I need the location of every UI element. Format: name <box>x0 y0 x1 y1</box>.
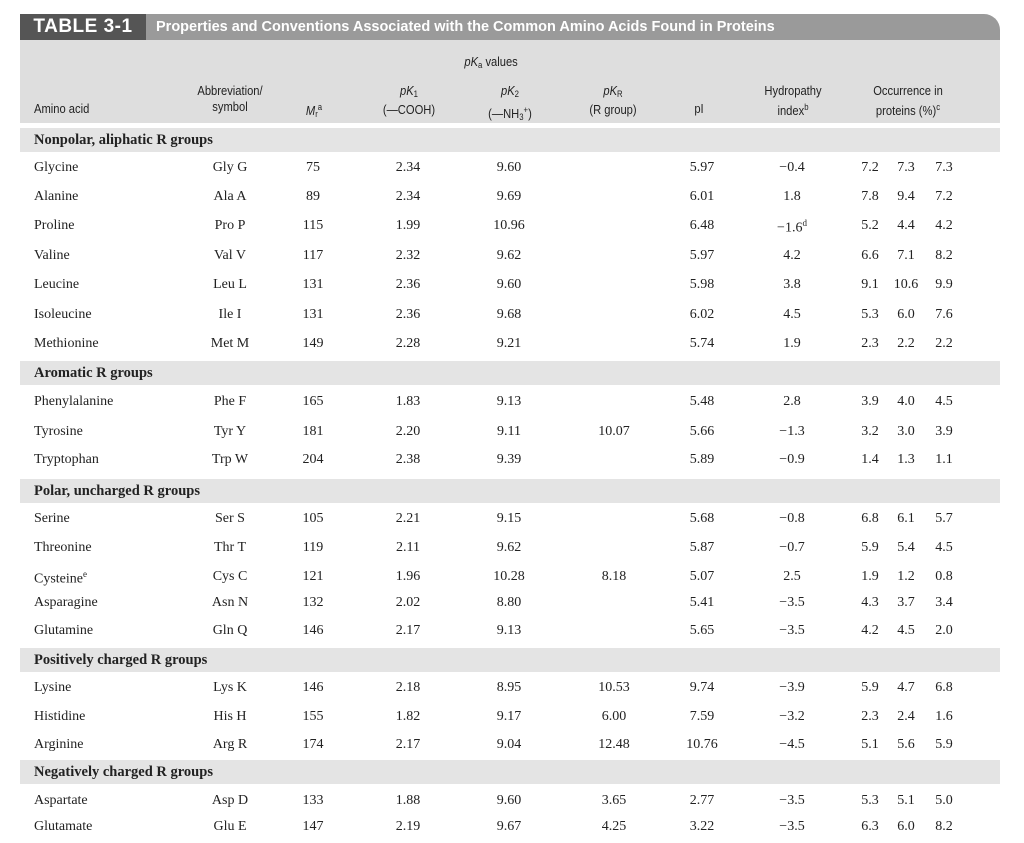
table-cell: 9.11 <box>497 424 521 439</box>
table-cell: 4.7 <box>897 680 915 695</box>
table-row <box>20 156 1000 180</box>
header-text: pK <box>603 83 618 98</box>
table-row <box>20 565 1000 589</box>
table-cell: 10.76 <box>686 737 718 752</box>
amino-acid-header: Amino acid <box>34 101 90 116</box>
table-row <box>20 789 1000 813</box>
table-row <box>20 591 1000 615</box>
table-cell: 4.5 <box>897 623 915 638</box>
table-cell: 1.2 <box>897 569 915 584</box>
table-cell: 2.34 <box>395 189 421 204</box>
table-cell: −1.3 <box>779 424 805 439</box>
table-cell: 5.1 <box>861 737 879 752</box>
table-cell <box>762 218 822 237</box>
header-text: 1 <box>413 89 418 99</box>
table-cell: 133 <box>302 793 324 808</box>
table-cell: Phe F <box>213 394 247 409</box>
table-cell: Cys C <box>212 569 248 584</box>
table-cell: 3.9 <box>935 424 953 439</box>
table-cell: 5.1 <box>897 793 915 808</box>
table-cell: 6.0 <box>897 307 915 322</box>
table-cell: Alanine <box>34 189 79 204</box>
table-cell: 9.67 <box>496 819 522 834</box>
table-cell <box>34 569 87 588</box>
header-text: 2 <box>514 89 519 99</box>
pk1-header <box>379 83 439 118</box>
table-cell: 9.62 <box>496 248 522 263</box>
table-cell: 5.9 <box>861 540 879 555</box>
table-cell: 4.4 <box>897 218 915 233</box>
table-cell: 4.2 <box>783 248 801 263</box>
table-row <box>20 420 1000 444</box>
table-cell: −0.7 <box>779 540 805 555</box>
table-cell: −3.5 <box>779 595 805 610</box>
table-cell: 10.6 <box>893 277 919 292</box>
table-cell: −0.9 <box>779 452 805 467</box>
table-cell: 181 <box>302 424 324 439</box>
table-cell: Pro P <box>214 218 246 233</box>
header-text: R <box>617 89 623 99</box>
table-cell: 6.48 <box>689 218 715 233</box>
table-cell: 146 <box>302 680 324 695</box>
table-cell: 5.97 <box>689 248 715 263</box>
table-cell: 6.0 <box>897 819 915 834</box>
table-cell: 117 <box>302 248 324 263</box>
table-cell: 1.96 <box>395 569 421 584</box>
table-cell: 5.9 <box>861 680 879 695</box>
table-cell: 5.66 <box>689 424 715 439</box>
table-row <box>20 214 1000 238</box>
table-cell: 8.95 <box>496 680 522 695</box>
table-row <box>20 244 1000 268</box>
table-cell: 5.89 <box>689 452 715 467</box>
table-cell: 3.9 <box>861 394 879 409</box>
table-cell: Histidine <box>34 709 86 724</box>
table-cell: 1.1 <box>935 452 953 467</box>
table-cell: 2.17 <box>395 737 421 752</box>
table-cell: 1.4 <box>861 452 879 467</box>
table-cell: 2.11 <box>396 540 420 555</box>
header-text: M <box>305 103 316 118</box>
table-cell: 5.41 <box>689 595 715 610</box>
table-cell: 9.74 <box>689 680 715 695</box>
table-cell: 6.00 <box>601 709 627 724</box>
table-row <box>20 676 1000 700</box>
table-cell: 1.83 <box>395 394 421 409</box>
table-cell: Val V <box>213 248 247 263</box>
table-cell: 2.77 <box>689 793 715 808</box>
table-cell: 2.5 <box>783 569 801 584</box>
table-cell: 2.17 <box>395 623 421 638</box>
table-cell: 10.53 <box>598 680 630 695</box>
table-cell: Isoleucine <box>34 307 92 322</box>
table-cell: Serine <box>34 511 70 526</box>
table-cell: Glutamate <box>34 819 93 834</box>
section-header: Polar, uncharged R groups <box>20 479 1000 503</box>
table-cell: 146 <box>302 623 324 638</box>
table-cell: Tyrosine <box>34 424 83 439</box>
table-cell: Glutamine <box>34 623 94 638</box>
table-cell: Lys K <box>213 680 247 695</box>
table-cell: 4.5 <box>783 307 801 322</box>
table-row <box>20 390 1000 414</box>
header-text: c <box>936 102 941 112</box>
table-cell: 9.62 <box>496 540 522 555</box>
table-cell: Lysine <box>34 680 72 695</box>
table-cell: Met M <box>210 336 250 351</box>
table-cell: 5.97 <box>689 160 715 175</box>
table-cell: 7.3 <box>897 160 915 175</box>
table-cell: His H <box>213 709 247 724</box>
table-cell: Gly G <box>212 160 248 175</box>
table-cell: 2.02 <box>395 595 421 610</box>
table-row <box>20 332 1000 356</box>
table-cell: 5.2 <box>861 218 879 233</box>
header-text: pK <box>500 83 515 98</box>
table-row <box>20 448 1000 472</box>
table-cell: 5.07 <box>689 569 715 584</box>
table-cell: −0.4 <box>779 160 805 175</box>
table-cell: 3.2 <box>861 424 879 439</box>
table-cell: 4.0 <box>897 394 915 409</box>
table-cell: 5.9 <box>935 737 953 752</box>
header-text: a <box>317 102 323 112</box>
table-cell: 6.6 <box>861 248 879 263</box>
header-text: + <box>523 105 529 115</box>
table-cell: 4.25 <box>601 819 627 834</box>
table-cell: 6.1 <box>897 511 915 526</box>
table-cell: Leucine <box>34 277 80 292</box>
table-cell: 2.18 <box>395 680 421 695</box>
table-cell: 9.1 <box>861 277 879 292</box>
table-cell: 2.4 <box>897 709 915 724</box>
table-cell: Asp D <box>211 793 249 808</box>
table-cell: 5.48 <box>689 394 715 409</box>
header-text: pK <box>399 83 414 98</box>
table-cell: 4.5 <box>935 394 953 409</box>
table-cell: 8.2 <box>935 248 953 263</box>
table-cell: 2.8 <box>783 394 801 409</box>
table-cell: Threonine <box>34 540 92 555</box>
table-cell: Ser S <box>215 511 245 526</box>
table-cell: 5.98 <box>689 277 715 292</box>
table-cell: Tryptophan <box>34 452 99 467</box>
table-cell: Valine <box>34 248 70 263</box>
table-cell: 5.0 <box>935 793 953 808</box>
table-cell: Trp W <box>211 452 249 467</box>
table-cell: 4.3 <box>861 595 879 610</box>
table-cell: Tyr Y <box>213 424 247 439</box>
table-cell: 121 <box>302 569 324 584</box>
table-cell: 131 <box>302 277 324 292</box>
table-cell: 3.7 <box>897 595 915 610</box>
table-cell: 7.2 <box>861 160 879 175</box>
header-text: values <box>482 54 518 69</box>
table-cell: 174 <box>302 737 324 752</box>
header-text: Hydropathy <box>764 83 822 98</box>
table-cell: 6.8 <box>935 680 953 695</box>
table-cell: 4.5 <box>935 540 953 555</box>
header-text: Occurrence in <box>873 83 943 98</box>
header-text: Cysteine <box>34 571 83 587</box>
table-cell: 1.6 <box>935 709 953 724</box>
table-cell: 1.88 <box>395 793 421 808</box>
table-cell: Glycine <box>34 160 79 175</box>
table-cell: 9.60 <box>496 160 522 175</box>
table-cell: 132 <box>302 595 324 610</box>
table-cell: 5.65 <box>689 623 715 638</box>
table-cell: 2.28 <box>395 336 421 351</box>
table-row <box>20 273 1000 297</box>
header-text: −1.6 <box>777 220 803 236</box>
table-cell: 3.8 <box>783 277 801 292</box>
table-cell: −3.5 <box>779 623 805 638</box>
table-cell: 12.48 <box>598 737 630 752</box>
table-cell: 8.2 <box>935 819 953 834</box>
table-cell: 5.74 <box>689 336 715 351</box>
header-text: r <box>315 109 318 119</box>
table-cell: 155 <box>302 709 324 724</box>
table-cell: 9.04 <box>496 737 522 752</box>
table-cell: Methionine <box>34 336 99 351</box>
table-cell: −4.5 <box>779 737 805 752</box>
table-cell: 3.4 <box>935 595 953 610</box>
abbreviation-header <box>196 83 265 115</box>
header-text: (—NH <box>488 106 520 121</box>
table-row <box>20 733 1000 757</box>
table-cell: 165 <box>302 394 324 409</box>
table-cell: 5.4 <box>897 540 915 555</box>
table-cell: 7.2 <box>935 189 953 204</box>
table-cell: 9.60 <box>496 277 522 292</box>
header-text: 3 <box>519 112 524 122</box>
table-cell: 9.21 <box>496 336 522 351</box>
table-cell: 7.8 <box>861 189 879 204</box>
table-cell: 7.1 <box>897 248 915 263</box>
table-cell: 9.4 <box>897 189 915 204</box>
table-cell: −3.5 <box>779 819 805 834</box>
table-cell: 204 <box>302 452 324 467</box>
table-cell: 5.6 <box>897 737 915 752</box>
table-row <box>20 536 1000 560</box>
table-cell: 9.39 <box>496 452 522 467</box>
table-cell: Arg R <box>212 737 248 752</box>
table-cell: Phenylalanine <box>34 394 114 409</box>
table-cell: 5.3 <box>861 307 879 322</box>
table-cell: 2.20 <box>395 424 421 439</box>
header-text: symbol <box>212 99 248 114</box>
table-cell: 9.68 <box>496 307 522 322</box>
table-cell: 9.9 <box>935 277 953 292</box>
table-cell: 1.99 <box>395 218 421 233</box>
table-cell: 2.0 <box>935 623 953 638</box>
table-label: TABLE 3-1 <box>20 14 146 40</box>
occurrence-header <box>865 83 951 119</box>
table-cell: 149 <box>302 336 324 351</box>
pi-header: pI <box>694 101 704 116</box>
table-cell: 1.8 <box>783 189 801 204</box>
table-cell: 1.82 <box>395 709 421 724</box>
table-cell: 3.22 <box>689 819 715 834</box>
table-cell: 2.34 <box>395 160 421 175</box>
table-cell: 89 <box>306 189 320 204</box>
table-cell: 9.69 <box>496 189 522 204</box>
header-text: e <box>83 569 87 579</box>
table-title: Properties and Conventions Associated with the Common Amino Acids Found in Proteins <box>156 19 775 35</box>
header-text: pK <box>464 54 479 69</box>
table-cell: 6.3 <box>861 819 879 834</box>
table-cell: 2.19 <box>395 819 421 834</box>
table-cell: 7.59 <box>689 709 715 724</box>
table-row <box>20 815 1000 839</box>
table-cell: 5.7 <box>935 511 953 526</box>
table-cell: 6.8 <box>861 511 879 526</box>
table-cell: 10.07 <box>598 424 630 439</box>
table-cell: 5.68 <box>689 511 715 526</box>
table-cell: 9.60 <box>496 793 522 808</box>
table-cell: 7.3 <box>935 160 953 175</box>
table-cell: 2.3 <box>861 709 879 724</box>
table-cell: 131 <box>302 307 324 322</box>
table-row <box>20 185 1000 209</box>
table-cell: Thr T <box>213 540 246 555</box>
table-cell: 7.6 <box>935 307 953 322</box>
table-cell: 2.32 <box>395 248 421 263</box>
table-cell: 9.15 <box>496 511 522 526</box>
table-header <box>20 40 1000 123</box>
header-text: index <box>777 103 805 118</box>
table-cell: 2.38 <box>395 452 421 467</box>
table-cell: 9.13 <box>496 623 522 638</box>
table-cell: 6.02 <box>689 307 715 322</box>
table-cell: 2.2 <box>897 336 915 351</box>
table-cell: Leu L <box>213 277 247 292</box>
table-row <box>20 619 1000 643</box>
table-cell: −3.5 <box>779 793 805 808</box>
table-cell: 75 <box>306 160 320 175</box>
table-cell: 2.3 <box>861 336 879 351</box>
table-cell: Gln Q <box>212 623 248 638</box>
pk2-header <box>480 83 540 125</box>
table-cell: 8.80 <box>496 595 522 610</box>
table-cell: 119 <box>302 540 324 555</box>
pka-values-header <box>464 54 517 73</box>
table-cell: 1.9 <box>783 336 801 351</box>
table-cell: 5.87 <box>689 540 715 555</box>
header-text: d <box>802 218 807 228</box>
table-cell: 6.01 <box>689 189 715 204</box>
table-cell: 10.96 <box>493 218 525 233</box>
table-cell: 1.3 <box>897 452 915 467</box>
header-text: (R group) <box>589 102 637 117</box>
table-cell: 147 <box>302 819 324 834</box>
section-header: Nonpolar, aliphatic R groups <box>20 128 1000 152</box>
table-cell: Ala A <box>213 189 247 204</box>
table-row <box>20 507 1000 531</box>
table-row <box>20 705 1000 729</box>
header-text: (—COOH) <box>382 102 436 117</box>
table-cell: 5.3 <box>861 793 879 808</box>
table-cell: 0.8 <box>935 569 953 584</box>
table-cell: Ile I <box>218 307 242 322</box>
header-text: a <box>478 60 483 70</box>
table-row <box>20 303 1000 327</box>
table-cell: 105 <box>302 511 324 526</box>
table-cell: 1.9 <box>861 569 879 584</box>
table-cell: 2.36 <box>395 277 421 292</box>
header-text: Abbreviation/ <box>197 83 263 98</box>
table-cell: 3.65 <box>601 793 627 808</box>
header-text: ) <box>528 106 532 121</box>
table-cell: Glu E <box>213 819 247 834</box>
hydropathy-header <box>759 83 828 119</box>
table-cell: Asparagine <box>34 595 98 610</box>
table-cell: 3.0 <box>897 424 915 439</box>
table-cell: 4.2 <box>861 623 879 638</box>
table-cell: 8.18 <box>601 569 627 584</box>
pkr-header <box>583 83 643 118</box>
table-cell: 4.2 <box>935 218 953 233</box>
table-cell: −0.8 <box>779 511 805 526</box>
table-cell: Aspartate <box>34 793 88 808</box>
section-header: Negatively charged R groups <box>20 760 1000 784</box>
section-header: Positively charged R groups <box>20 648 1000 672</box>
section-header: Aromatic R groups <box>20 361 1000 385</box>
table-cell: Proline <box>34 218 75 233</box>
table-cell: 2.21 <box>395 511 421 526</box>
table-cell: 2.36 <box>395 307 421 322</box>
header-text: b <box>804 102 809 112</box>
table-cell: 9.13 <box>496 394 522 409</box>
mr-header <box>304 99 325 122</box>
table-cell: 10.28 <box>493 569 525 584</box>
table-cell: Asn N <box>211 595 249 610</box>
table-cell: 9.17 <box>496 709 522 724</box>
table-cell: −3.2 <box>779 709 805 724</box>
table-cell: Arginine <box>34 737 84 752</box>
table-cell: 115 <box>302 218 324 233</box>
header-text: proteins (%) <box>875 103 937 118</box>
table-cell: 2.2 <box>935 336 953 351</box>
table-cell: −3.9 <box>779 680 805 695</box>
